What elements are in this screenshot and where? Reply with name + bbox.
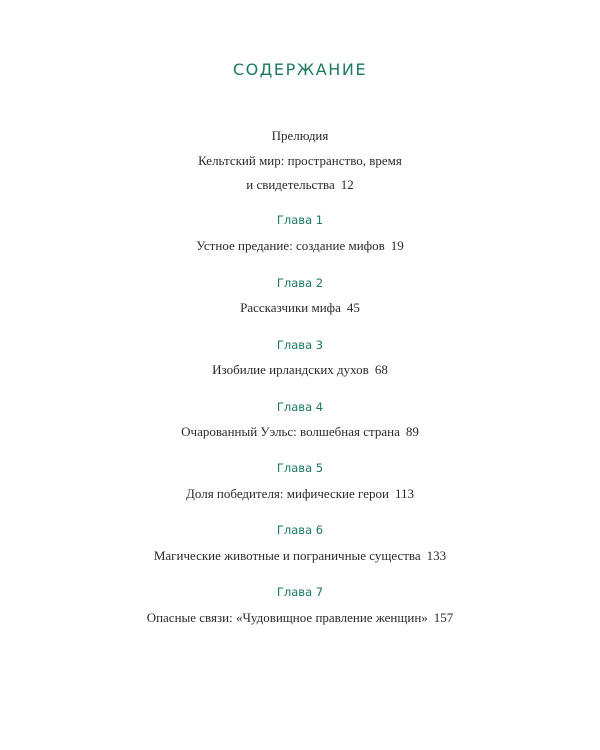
chapter-7-page-number: 157 xyxy=(433,610,454,625)
chapter-3-label: Глава 3 xyxy=(276,338,324,352)
chapter-4-title: Очарованный Уэльс: волшебная страна xyxy=(181,424,400,439)
chapter-4-entry xyxy=(0,424,600,440)
chapter-2-label: Глава 2 xyxy=(276,276,324,290)
chapter-3-title: Изобилие ирландских духов xyxy=(212,362,369,377)
chapter-2-entry xyxy=(0,300,600,316)
chapter-7-title: Опасные связи: «Чудовищное правление женщин» xyxy=(146,610,428,625)
chapter-4-page-number: 89 xyxy=(405,424,419,439)
chapter-7-label: Глава 7 xyxy=(276,585,324,599)
chapter-5-entry xyxy=(0,486,600,502)
prelude-page-number: 12 xyxy=(340,177,354,192)
chapter-4-label: Глава 4 xyxy=(276,400,324,414)
chapter-6-entry xyxy=(0,548,600,564)
chapter-2-page-number: 45 xyxy=(346,300,360,315)
prelude-title-line-2 xyxy=(0,177,600,193)
chapter-3-entry xyxy=(0,362,600,378)
chapter-5-label: Глава 5 xyxy=(276,461,324,475)
chapter-6-label: Глава 6 xyxy=(276,523,324,537)
chapter-3-page-number: 68 xyxy=(374,362,388,377)
chapter-1-label: Глава 1 xyxy=(276,213,324,227)
chapter-1-title: Устное предание: создание мифов xyxy=(196,238,385,253)
chapter-7-entry xyxy=(0,610,600,626)
chapter-5-page-number: 113 xyxy=(394,486,414,501)
chapter-6-page-number: 133 xyxy=(426,548,447,563)
page-title: СОДЕРЖАНИЕ xyxy=(232,60,368,79)
chapter-5-title: Доля победителя: мифические герои xyxy=(186,486,389,501)
chapter-6-title: Магические животные и пограничные существа xyxy=(153,548,421,563)
chapter-1-entry xyxy=(0,238,600,254)
prelude-label: Прелюдия xyxy=(271,128,329,143)
prelude-title-text: и свидетельства xyxy=(246,177,335,192)
chapter-2-title: Рассказчики мифа xyxy=(240,300,341,315)
chapter-1-page-number: 19 xyxy=(390,238,404,253)
prelude-title-line-1: Кельтский мир: пространство, время xyxy=(198,153,402,168)
